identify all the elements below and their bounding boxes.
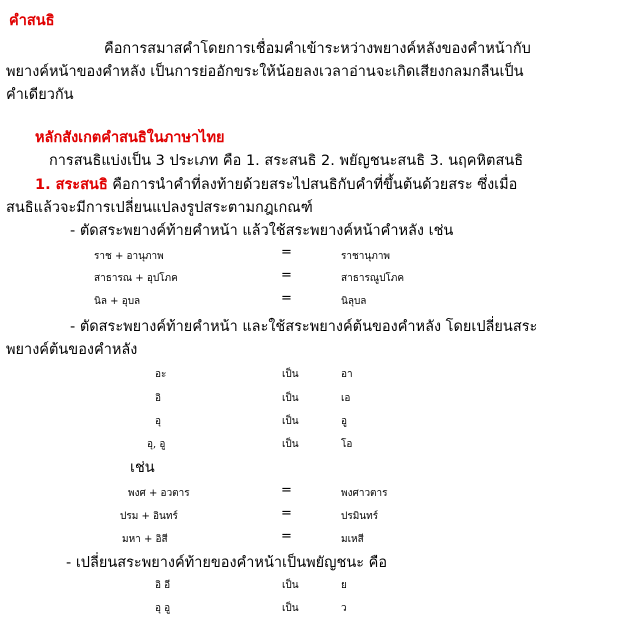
equals-sign: = [281, 291, 292, 306]
example-right: ราชานุภาพ [341, 251, 391, 262]
example-left: มหา + อิสี [122, 534, 168, 545]
example-left: พงศ + อวตาร [128, 488, 190, 499]
example-left: ราช + อานุภาพ [94, 251, 164, 262]
page-title: คำสนธิ [9, 13, 55, 29]
example-left: สาธารณ + อุปโภค [94, 273, 178, 284]
change-from: อุ, อู [147, 439, 166, 450]
example-right: พงศาวตาร [341, 488, 388, 499]
example-label: เช่น [130, 460, 155, 476]
change-to: โอ [341, 439, 353, 450]
equals-sign: = [281, 529, 292, 544]
change-from: อุ อู [155, 603, 171, 614]
change-from: อะ [155, 369, 167, 380]
example-right: สาธารณูปโภค [341, 273, 405, 284]
types-line: การสนธิแบ่งเป็น 3 ประเภท คือ 1. สระสนธิ 2. พยัญชนะสนธิ 3. นฤคหิตสนธิ [49, 153, 524, 169]
change-verb: เป็น [282, 580, 299, 591]
change-verb: เป็น [282, 603, 299, 614]
example-right: นิลุบล [341, 296, 367, 307]
rule-3: - เปลี่ยนสระพยางค์ท้ายของคำหน้าเป็นพยัญชนะ คือ [66, 555, 388, 571]
change-verb: เป็น [282, 369, 299, 380]
definition-line-3: คำเดียวกัน [6, 87, 74, 103]
change-from: อิ [155, 393, 162, 404]
vowel-sandhi-text: คือการนำคำที่ลงท้ายด้วยสระไปสนธิกับคำที่ขึ้นต้นด้วยสระ ซึ่งเมื่อ [112, 177, 518, 193]
change-from: อุ [155, 416, 162, 427]
vowel-sandhi-line-2: สนธิแล้วจะมีการเปลี่ยนแปลงรูปสระตามกฎเกณฑ์ [6, 200, 313, 216]
change-verb: เป็น [282, 416, 299, 427]
change-to: อา [341, 369, 353, 380]
change-to: เอ [341, 393, 351, 404]
change-from: อิ อี [155, 580, 171, 591]
vowel-sandhi-paragraph [35, 178, 517, 193]
equals-sign: = [281, 506, 292, 521]
change-to: อู [341, 416, 348, 427]
definition-line-2: พยางค์หน้าของคำหลัง เป็นการย่ออักขระให้น้อยลงเวลาอ่านจะเกิดเสียงกลมกลืนเป็น [6, 64, 524, 80]
equals-sign: = [281, 483, 292, 498]
example-left: นิล + อุบล [94, 296, 141, 307]
rule-2-line-2: พยางค์ต้นของคำหลัง [6, 342, 138, 358]
example-left: ปรม + อินทร์ [120, 511, 178, 522]
vowel-sandhi-label: 1. สระสนธิ [35, 177, 108, 193]
change-to: ว [341, 603, 347, 614]
equals-sign: = [281, 268, 292, 283]
definition-line-1: คือการสมาสคำโดยการเชื่อมคำเข้าระหว่างพยางค์หลังของคำหน้ากับ [104, 41, 531, 57]
example-right: มเหสี [341, 534, 364, 545]
rule-2-line-1: - ตัดสระพยางค์ท้ายคำหน้า และใช้สระพยางค์ต้นของคำหลัง โดยเปลี่ยนสระ [70, 319, 538, 335]
change-verb: เป็น [282, 393, 299, 404]
example-right: ปรมินทร์ [341, 511, 379, 522]
change-to: ย [341, 580, 347, 591]
equals-sign: = [281, 245, 292, 260]
section-heading: หลักสังเกตคำสนธิในภาษาไทย [35, 130, 225, 146]
change-verb: เป็น [282, 439, 299, 450]
rule-1: - ตัดสระพยางค์ท้ายคำหน้า แล้วใช้สระพยางค์หน้าคำหลัง เช่น [70, 223, 454, 239]
